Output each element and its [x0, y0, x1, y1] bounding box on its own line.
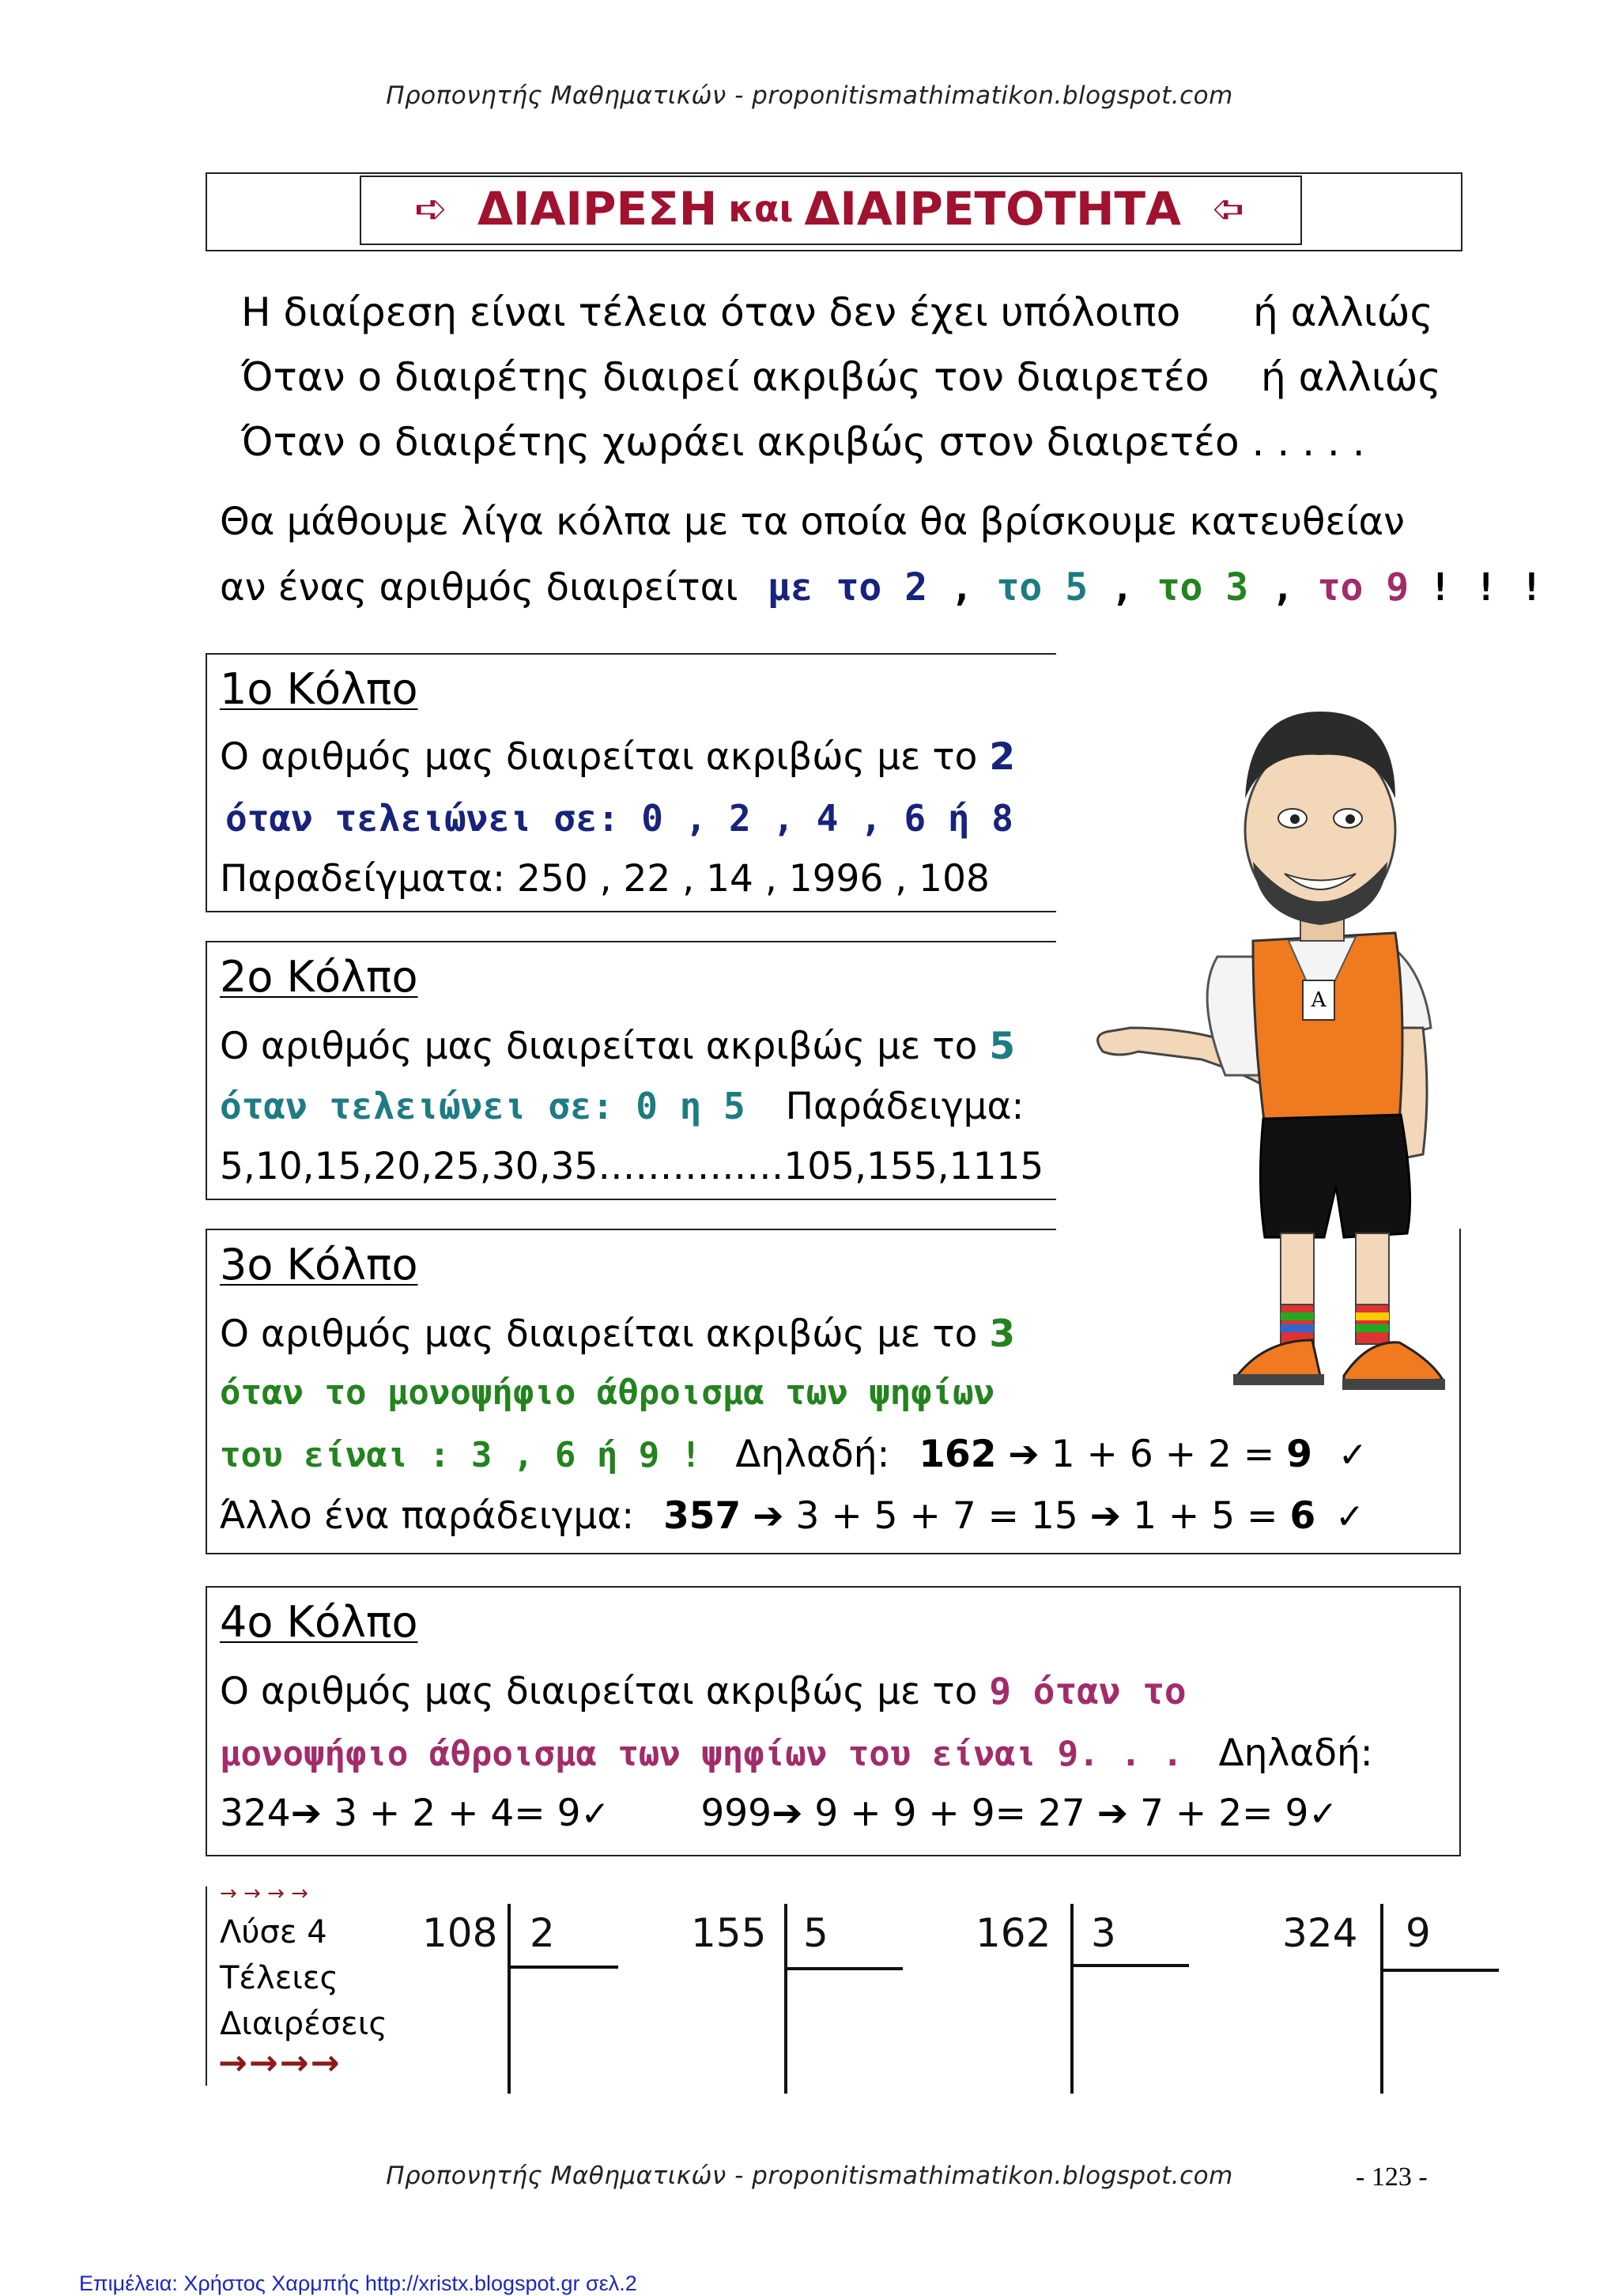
title-word-3: ΔΙΑΙΡΕΤΟΤΗΤΑ [804, 182, 1181, 236]
exercise-line-2: Τέλειες [220, 1960, 338, 1996]
lead-by-2: με το 2 [767, 565, 928, 610]
trick-3-line-4-calc-1: 3 + 5 + 7 = 15 [795, 1494, 1078, 1538]
checkmark-icon: ✓ [1335, 1497, 1364, 1537]
trick-3-line-2: όταν το μονοψήφιο άθροισμα των ψηφίων [220, 1373, 995, 1413]
trick-3-line-3-number: 162 [919, 1433, 997, 1476]
trick-4-line-1-purple: 9 όταν το [989, 1670, 1187, 1713]
intro-line-1: Η διαίρεση είναι τέλεια όταν δεν έχει υπόλοιπο [241, 289, 1181, 335]
checkmark-icon: ✓ [1338, 1435, 1368, 1475]
trick-2-line-3: 5,10,15,20,25,30,35……………105,155,1115 [220, 1145, 1044, 1188]
division-2-vertical-line [784, 1904, 787, 2094]
trick-1-line-1-text: Ο αριθμός μας διαιρείται ακριβώς με το [220, 735, 978, 779]
trick-3-line-4-calc-2: 1 + 5 = [1133, 1494, 1278, 1538]
arrow-right-icon: ➔ [753, 1494, 784, 1538]
arrow-right-icon: ➔ [772, 1792, 803, 1835]
arrow-right-icon: ➔ [1089, 1494, 1122, 1538]
trick-4-example-1-calc: 3 + 2 + 4= 9 [334, 1792, 581, 1835]
lead-sep-3: , [1271, 565, 1295, 610]
trick-4-example-2-calc-2: 7 + 2= 9 [1140, 1792, 1309, 1835]
credit-line: Επιμέλεια: Χρήστος Χαρμπής http://xristx.blogspot.gr σελ.2 [79, 2271, 637, 2295]
svg-text:A: A [1311, 988, 1327, 1012]
trick-3-line-3 [220, 1433, 1368, 1476]
arrow-right-icon: ➔ [290, 1792, 323, 1835]
trick-1-number: 2 [989, 735, 1016, 779]
trick-3-line-3-calc: 1 + 6 + 2 = [1051, 1433, 1275, 1476]
intro-line-1-tail: ή αλλιώς [1253, 289, 1433, 335]
division-3-vertical-line [1070, 1904, 1074, 2094]
division-4-dividend: 324 [1282, 1910, 1358, 1956]
trick-3-line-1-text: Ο αριθμός μας διαιρείται ακριβώς με το [220, 1312, 978, 1356]
teacher-cartoon-illustration [1083, 680, 1455, 1407]
trick-4-line-3 [220, 1792, 1338, 1835]
division-3 [972, 1904, 1257, 2102]
division-2 [688, 1904, 972, 2102]
trick-2-line-2-tail: Παράδειγμα: [785, 1085, 1025, 1128]
hand-arrow-right-icon: ➪ [1210, 186, 1244, 232]
division-2-horizontal-line [784, 1967, 903, 1970]
lead-line-1: Θα μάθουμε λίγα κόλπα με τα οποία θα βρίσκουμε κατευθείαν [220, 500, 1405, 544]
lead-sep-2: , [1111, 565, 1134, 610]
division-1-divisor: 2 [530, 1910, 555, 1956]
division-1-horizontal-line [508, 1966, 618, 1969]
lead-sep-1: , [950, 565, 974, 610]
intro-block [241, 280, 1474, 474]
trick-3-line-4 [220, 1494, 1364, 1538]
trick-4-line-2-purple: μονοψήφιο άθροισμα των ψηφίων του είναι 9. . . [220, 1734, 1183, 1774]
arrow-right-icon: ➔ [1008, 1433, 1040, 1476]
trick-4-title: 4ο Κόλπο [220, 1597, 418, 1647]
trick-2-title: 2ο Κόλπο [220, 952, 418, 1002]
trick-2-line-1 [220, 1025, 1015, 1068]
lead-by-9: το 9 [1317, 565, 1410, 610]
exercise-line-3: Διαιρέσεις [220, 2006, 387, 2042]
division-1 [419, 1904, 704, 2102]
intro-line-2: Όταν ο διαιρέτης διαιρεί ακριβώς τον διαιρετέο [241, 354, 1210, 400]
page-footer-text: Προπονητής Μαθηματικών - proponitismathimatikon.blogspot.com [386, 2162, 1233, 2190]
division-3-horizontal-line [1070, 1964, 1189, 1967]
trick-3-line-3-label: Δηλαδή: [735, 1433, 890, 1476]
title-word-1: ΔΙΑΙΡΕΣΗ [477, 182, 718, 236]
title-word-2: και [728, 187, 794, 230]
trick-2-line-1-text: Ο αριθμός μας διαιρείται ακριβώς με το [220, 1025, 978, 1068]
intro-line-2-tail: ή αλλιώς [1261, 354, 1441, 400]
lead-by-5: το 5 [996, 565, 1089, 610]
trick-3-line-4-label: Άλλο ένα παράδειγμα: [220, 1494, 635, 1538]
arrow-right-icon: ➔ [1096, 1792, 1129, 1835]
trick-4-line-2 [220, 1731, 1373, 1775]
division-4 [1279, 1904, 1564, 2102]
intro-line-3: Όταν ο διαιρέτης χωράει ακριβώς στον διαιρετέο . . . . . [241, 419, 1365, 465]
trick-4-example-1-number: 324 [220, 1792, 291, 1835]
lead-line-2 [220, 565, 1543, 610]
lead-line-2-start: αν ένας αριθμός διαιρείται [220, 565, 738, 610]
trick-2-line-2 [220, 1085, 1024, 1128]
page-header: Προπονητής Μαθηματικών - proponitismathimatikon.blogspot.com [386, 81, 1233, 110]
trick-3-line-3-green: του είναι : 3 , 6 ή 9 ! [220, 1435, 702, 1475]
page-title [360, 176, 1299, 242]
trick-3-line-3-result: 9 [1286, 1433, 1312, 1476]
checkmark-icon: ✓ [1308, 1794, 1338, 1834]
division-4-divisor: 9 [1406, 1910, 1431, 1956]
trick-2-line-2-text: όταν τελειώνει σε: 0 η 5 [220, 1085, 745, 1127]
division-2-dividend: 155 [691, 1910, 767, 1956]
trick-1-line-2: όταν τελειώνει σε: 0 , 2 , 4 , 6 ή 8 [225, 797, 1013, 840]
hand-arrow-left-icon: ➪ [414, 186, 448, 232]
trick-4-example-2-calc-1: 9 + 9 + 9= 27 [814, 1792, 1085, 1835]
exercise-line-1: Λύσε 4 [220, 1914, 327, 1950]
division-4-vertical-line [1380, 1904, 1383, 2094]
exercise-instructions [220, 1909, 387, 2047]
exercise-arrows-big: →→→→ [218, 2043, 342, 2083]
page-number: - 123 - [1356, 2162, 1428, 2192]
trick-4-example-2-number: 999 [700, 1792, 772, 1835]
trick-4-line-1-text: Ο αριθμός μας διαιρείται ακριβώς με το [220, 1670, 978, 1713]
division-4-horizontal-line [1380, 1969, 1499, 1972]
exercise-arrows-small: → → → → [220, 1882, 308, 1905]
division-2-divisor: 5 [803, 1910, 828, 1956]
trick-3-number: 3 [989, 1312, 1016, 1356]
trick-1-line-1 [220, 735, 1015, 779]
trick-3-line-4-result: 6 [1289, 1494, 1316, 1538]
exercise-left-border [206, 1886, 207, 2086]
trick-2-number: 5 [989, 1025, 1016, 1068]
trick-4-line-1 [220, 1670, 1187, 1713]
division-3-dividend: 162 [976, 1910, 1051, 1956]
trick-1-line-3: Παραδείγματα: 250 , 22 , 14 , 1996 , 108 [220, 857, 990, 901]
division-3-divisor: 3 [1091, 1910, 1116, 1956]
trick-1-title: 1ο Κόλπο [220, 664, 418, 714]
division-1-dividend: 108 [422, 1910, 498, 1956]
lead-bang: ! ! ! [1428, 565, 1543, 610]
division-1-vertical-line [508, 1904, 511, 2094]
trick-3-line-4-number: 357 [663, 1494, 742, 1538]
trick-3-line-1 [220, 1312, 1015, 1356]
trick-4-line-2-tail: Δηλαδή: [1218, 1731, 1373, 1775]
lead-by-3: το 3 [1157, 565, 1249, 610]
trick-3-title: 3ο Κόλπο [220, 1240, 418, 1290]
checkmark-icon: ✓ [580, 1794, 610, 1834]
